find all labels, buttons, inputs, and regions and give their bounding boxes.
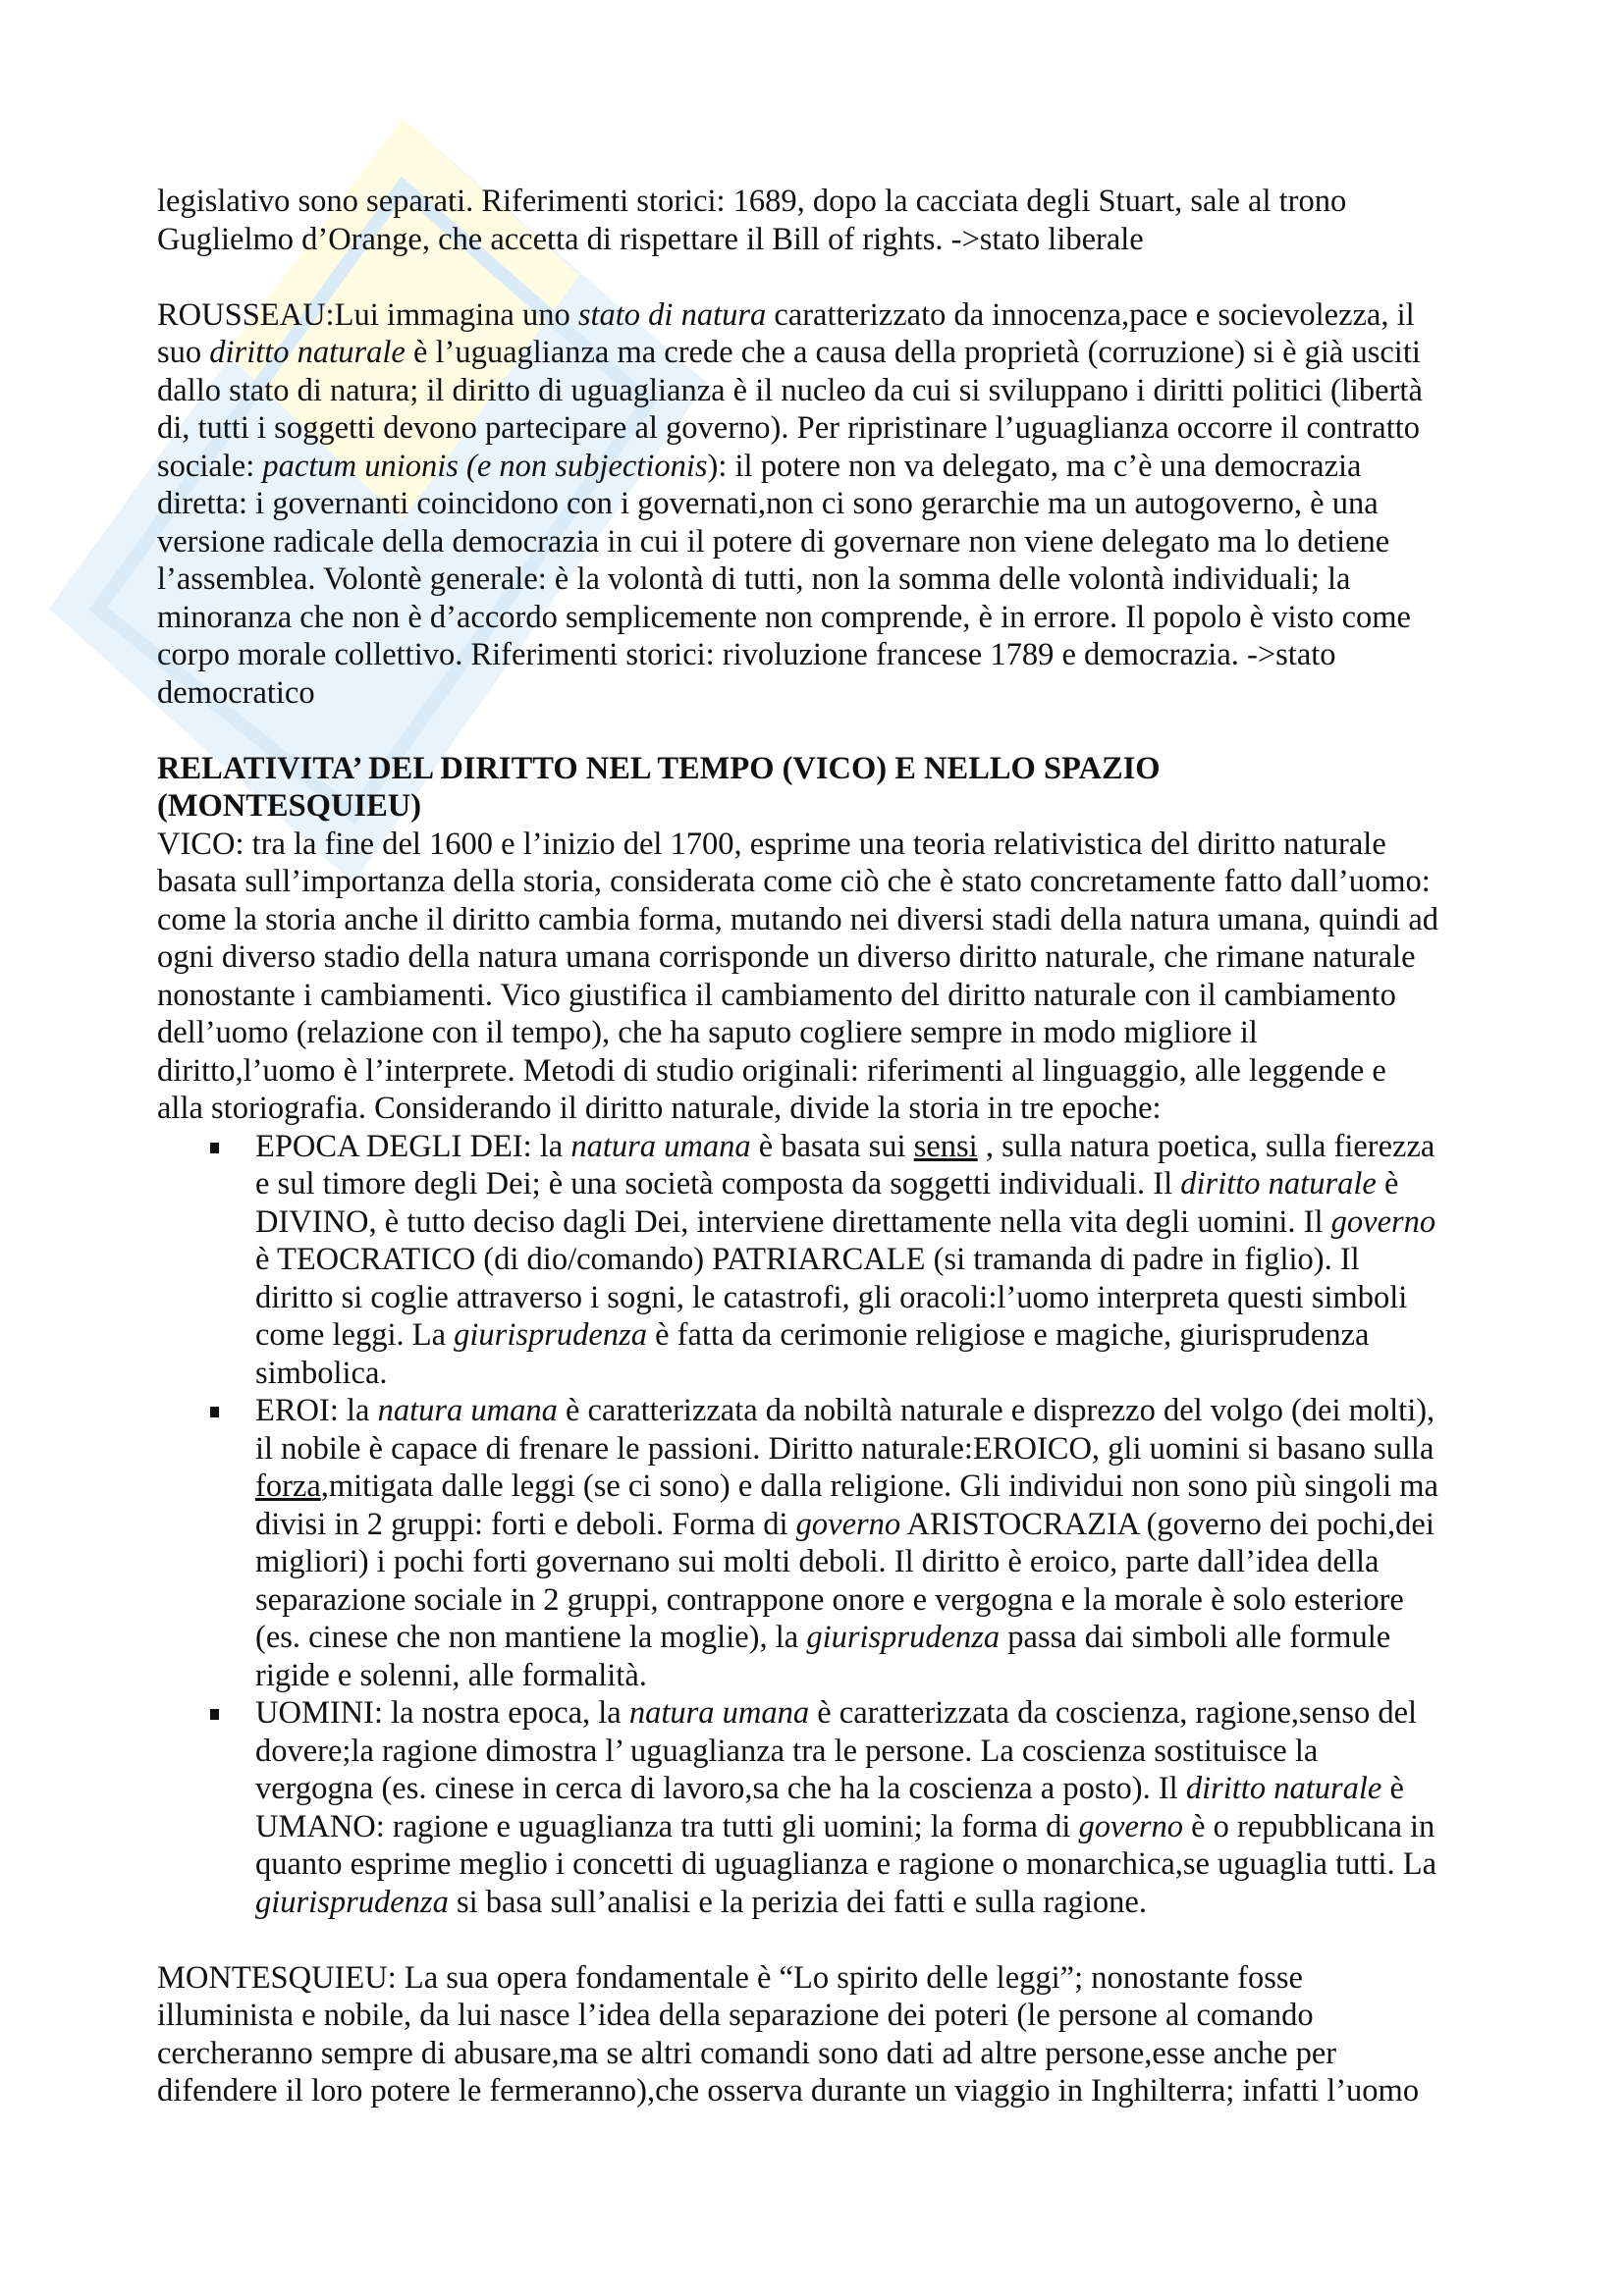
- text-run: dovere;la ragione dimostra l’ uguaglianza tra le persone. La coscienza sostituisce la: [255, 1733, 1319, 1769]
- italic-text: governo: [1330, 1203, 1436, 1240]
- text-line: [157, 485, 1379, 523]
- text-line: [157, 296, 1415, 335]
- italic-text: natura umana: [628, 1695, 810, 1731]
- text-line: [255, 1128, 1435, 1166]
- text-run: vergogna (es. cinese in cerca di lavoro,sa che ha la coscienza a posto). Il: [255, 1771, 1186, 1806]
- text-run: (MONTESQUIEU): [157, 788, 422, 824]
- text-line: [255, 1770, 1404, 1808]
- text-run: diretta: i governanti coincidono con i governati,non ci sono gerarchie ma un autogoverno, è una: [157, 486, 1379, 521]
- text-line: [255, 1845, 1436, 1884]
- text-run: legislativo sono separati. Riferimenti storici: 1689, dopo la cacciata degli Stuart, sale al trono: [157, 184, 1347, 219]
- text-line: [157, 448, 1361, 486]
- text-line: [255, 1543, 1379, 1581]
- text-line: [157, 977, 1396, 1015]
- italic-text: stato di natura: [577, 296, 767, 333]
- text-run: ): il potere non va delegato, ma c’è una democrazia: [707, 448, 1362, 484]
- square-bullet-icon: [210, 1709, 219, 1720]
- text-line: [157, 409, 1420, 448]
- italic-text: diritto naturale: [1185, 1771, 1382, 1806]
- section-heading-line: [157, 787, 421, 826]
- text-line: [255, 1733, 1318, 1771]
- text-run: l’assemblea. Volontè generale: è la volontà di tutti, non la somma delle volontà individuali; la: [157, 561, 1351, 597]
- text-line: [157, 636, 1336, 674]
- text-run: , sulla natura poetica, sulla fierezza: [977, 1128, 1435, 1164]
- underlined-text: sensi: [913, 1128, 978, 1164]
- square-bullet-icon: [210, 1143, 219, 1153]
- text-run: e sul timore degli Dei; è una società composta da soggetti individuali. Il: [255, 1166, 1181, 1201]
- text-run: simbolica.: [255, 1355, 388, 1391]
- text-run: ,mitigata dalle leggi (se ci sono) e dalla religione. Gli individui non sono più singoli ma: [320, 1468, 1438, 1504]
- text-line: [157, 1959, 1303, 1998]
- text-run: quanto esprime meglio i concetti di uguaglianza e ragione o monarchica,se uguaglia tutti. La: [255, 1846, 1436, 1882]
- text-run: di, tutti i soggetti devono partecipare al governo). Per ripristinare l’uguaglianza occorre il contratto: [157, 410, 1421, 446]
- text-line: [157, 2072, 1419, 2110]
- text-line: [255, 1808, 1435, 1846]
- text-line: [255, 1203, 1435, 1242]
- text-run: è basata sui: [750, 1128, 914, 1164]
- text-line: [157, 599, 1411, 637]
- text-run: VICO: tra la fine del 1600 e l’inizio del 1700, esprime una teoria relativistica del diritto naturale: [157, 826, 1386, 862]
- text-run: nonostante i cambiamenti. Vico giustifica il cambiamento del diritto naturale con il cambiamento: [157, 977, 1396, 1013]
- text-run: passa dai simboli alle formule: [1000, 1620, 1391, 1655]
- text-run: minoranza che non è d’accordo semplicemente non comprende, è in errore. Il popolo è visto come: [157, 599, 1411, 635]
- text-line: [157, 1014, 1258, 1052]
- text-line: [255, 1657, 647, 1695]
- text-run: EPOCA DEGLI DEI: la: [255, 1128, 571, 1164]
- text-run: rigide e solenni, alle formalità.: [255, 1657, 647, 1693]
- italic-text: pactum unionis (e non subjectionis: [262, 448, 708, 484]
- text-run: ogni diverso stadio della natura umana corrisponde un diverso diritto naturale, che rimane naturale: [157, 939, 1416, 975]
- underlined-text: forza: [255, 1468, 321, 1504]
- text-line: [157, 561, 1350, 599]
- italic-text: governo: [1078, 1808, 1183, 1844]
- text-run: sociale:: [157, 448, 263, 484]
- text-run: è: [1376, 1166, 1399, 1201]
- text-run: dell’uomo (relazione con il tempo), che ha saputo cogliere sempre in modo migliore il: [157, 1015, 1258, 1050]
- text-line: [157, 523, 1389, 561]
- italic-text: natura umana: [377, 1393, 558, 1428]
- text-line: [255, 1392, 1435, 1430]
- text-run: migliori) i pochi forti governano sui molti deboli. Il diritto è eroico, parte dall’idea della: [255, 1544, 1380, 1579]
- text-line: [255, 1694, 1417, 1733]
- text-run: diritto,l’uomo è l’interprete. Metodi di studio originali: riferimenti al linguaggio, alle leggende e: [157, 1052, 1386, 1089]
- text-run: è caratterizzata da coscienza, ragione,senso del: [809, 1695, 1418, 1731]
- text-run: è: [1381, 1771, 1404, 1806]
- text-run: UOMINI: la nostra epoca, la: [255, 1695, 629, 1731]
- text-line: [157, 938, 1416, 977]
- text-run: caratterizzato da innocenza,pace e socievolezza, il: [766, 296, 1415, 333]
- text-run: difendere il loro potere le fermeranno),che osserva durante un viaggio in Inghilterra; infatti l’uomo: [157, 2073, 1420, 2109]
- italic-text: governo: [795, 1506, 901, 1542]
- text-run: corpo morale collettivo. Riferimenti storici: rivoluzione francese 1789 e democrazia. ->stato: [157, 637, 1336, 672]
- italic-text: natura umana: [570, 1128, 751, 1164]
- text-line: [255, 1506, 1435, 1544]
- text-run: ARISTOCRAZIA (governo dei pochi,dei: [900, 1506, 1435, 1542]
- text-line: [255, 1355, 388, 1393]
- text-run: come la storia anche il diritto cambia forma, mutando nei diversi stadi della natura umana, quindi ad: [157, 901, 1438, 937]
- text-line: [157, 372, 1423, 410]
- section-heading-line: [157, 750, 1161, 788]
- text-run: Guglielmo d’Orange, che accetta di rispettare il Bill of rights. ->stato liberale: [157, 221, 1144, 257]
- italic-text: diritto naturale: [1180, 1166, 1377, 1201]
- text-run: RELATIVITA’ DEL DIRITTO NEL TEMPO (VICO) E NELLO SPAZIO: [157, 750, 1161, 786]
- text-run: DIVINO, è tutto deciso dagli Dei, interviene direttamente nella vita degli uomini. Il: [255, 1203, 1331, 1240]
- text-run: illuminista e nobile, da lui nasce l’idea della separazione dei poteri (le persone al comando: [157, 1998, 1314, 2033]
- square-bullet-icon: [210, 1407, 219, 1417]
- text-run: il nobile è capace di frenare le passioni. Diritto naturale:EROICO, gli uomini si basano sulla: [255, 1430, 1435, 1467]
- text-line: [255, 1430, 1434, 1468]
- text-line: [255, 1279, 1407, 1317]
- text-line: [255, 1241, 1360, 1279]
- text-line: [157, 1052, 1386, 1091]
- text-line: [157, 334, 1421, 372]
- text-run: è l’uguaglianza ma crede che a causa della proprietà (corruzione) si è già usciti: [405, 335, 1421, 370]
- text-line: [255, 1581, 1404, 1620]
- text-run: (es. cinese che non mantiene la moglie), la: [255, 1620, 807, 1655]
- text-run: è caratterizzata da nobiltà naturale e disprezzo del volgo (dei molti),: [557, 1393, 1435, 1428]
- text-line: [255, 1468, 1438, 1506]
- text-run: basata sull’importanza della storia, considerata come ciò che è stato concretamente fatto dall’uomo:: [157, 864, 1431, 899]
- text-run: è o repubblicana in: [1182, 1808, 1435, 1844]
- italic-text: giurisprudenza: [255, 1884, 449, 1920]
- italic-text: diritto naturale: [209, 335, 406, 370]
- text-run: UMANO: ragione e uguaglianza tra tutti gli uomini; la forma di: [255, 1808, 1079, 1844]
- text-line: [157, 2035, 1336, 2073]
- text-line: [157, 183, 1346, 221]
- text-run: diritto si coglie attraverso i sogni, le catastrofi, gli oracoli:l’uomo interpreta questi simboli: [255, 1279, 1408, 1315]
- text-line: [157, 221, 1144, 259]
- text-line: [157, 1090, 1162, 1128]
- text-run: separazione sociale in 2 gruppi, contrappone onore e vergogna e la morale è solo esteriore: [255, 1581, 1404, 1618]
- text-line: [255, 1165, 1398, 1203]
- text-run: versione radicale della democrazia in cui il potere di governare non viene delegato ma lo detiene: [157, 523, 1390, 560]
- text-run: cercheranno sempre di abusare,ma se altri comandi sono dati ad altre persone,esse anche per: [157, 2035, 1337, 2071]
- text-run: EROI: la: [255, 1393, 378, 1428]
- text-line: [255, 1619, 1390, 1657]
- text-line: [157, 901, 1438, 939]
- text-run: è TEOCRATICO (di dio/comando) PATRIARCALE (si tramanda di padre in figlio). Il: [255, 1242, 1360, 1277]
- text-run: divisi in 2 gruppi: forti e deboli. Forma di: [255, 1506, 796, 1542]
- text-line: [157, 863, 1431, 901]
- text-line: [255, 1316, 1369, 1355]
- text-run: alla storiografia. Considerando il diritto naturale, divide la storia in tre epoche:: [157, 1091, 1162, 1126]
- text-run: è fatta da cerimonie religiose e magiche, giurisprudenza: [646, 1317, 1370, 1353]
- text-run: suo: [157, 335, 210, 370]
- text-line: [157, 826, 1386, 864]
- text-run: democratico: [157, 674, 315, 711]
- text-line: [255, 1884, 1147, 1922]
- text-line: [157, 674, 315, 713]
- text-run: si basa sull’analisi e la perizia dei fatti e sulla ragione.: [448, 1884, 1147, 1920]
- text-run: come leggi. La: [255, 1317, 455, 1353]
- text-run: MONTESQUIEU: La sua opera fondamentale è “Lo spirito delle leggi”; nonostante fosse: [157, 1959, 1303, 1996]
- italic-text: giurisprudenza: [806, 1620, 1001, 1655]
- text-run: ROUSSEAU:Lui immagina uno: [157, 296, 578, 333]
- text-run: dallo stato di natura; il diritto di uguaglianza è il nucleo da cui si sviluppano i diritti politici (libertà: [157, 372, 1423, 408]
- text-line: [157, 1997, 1314, 2035]
- italic-text: giurisprudenza: [454, 1317, 647, 1353]
